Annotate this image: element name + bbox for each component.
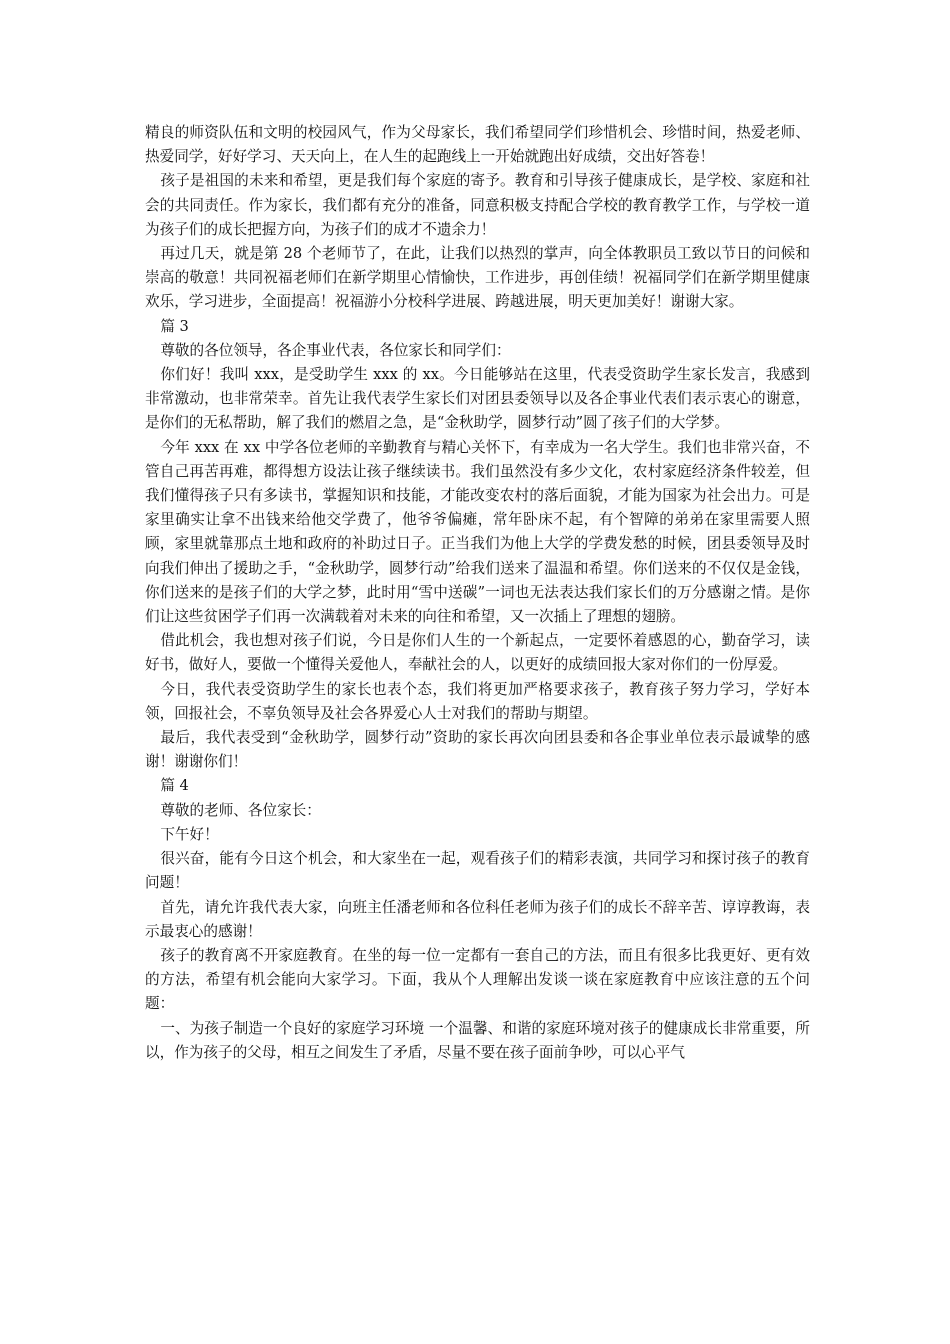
paragraph: 精良的师资队伍和文明的校园风气，作为父母家长，我们希望同学们珍惜机会、珍惜时间，热爱老师、热爱同学，好好学习、天天向上，在人生的起跑线上一开始就跑出好成绩，交出好答卷！: [145, 124, 810, 166]
paragraph: 首先，请允许我代表大家，向班主任潘老师和各位科任老师为孩子们的成长不辞辛苦、谆谆教诲，表示最衷心的感谢！: [145, 898, 810, 940]
section-heading: 篇 4: [160, 777, 189, 795]
paragraph: 最后，我代表受到“金秋助学，圆梦行动”资助的家长再次向团县委和各企事业单位表示最诚挚的感谢！谢谢你们！: [145, 729, 810, 771]
salutation: 尊敬的各位领导，各企事业代表，各位家长和同学们：: [160, 341, 511, 359]
document-body: [145, 121, 810, 1065]
paragraph: 你们好！我叫 xxx，是受助学生 xxx 的 xx。今日能够站在这里，代表受资助学生家长发言，我感到非常激动，也非常荣幸。首先让我代表学生家长们对团县委领导以及各企事业代表们表示衷心的谢意，是你们的无私帮助，解了我们的燃眉之急，是“金秋助学，圆梦行动”圆了孩子们的大学梦。: [145, 366, 810, 432]
paragraph: 孩子的教育离不开家庭教育。在坐的每一位一定都有一套自己的方法，而且有很多比我更好、更有效的方法，希望有机会能向大家学习。下面，我从个人理解出发谈一谈在家庭教育中应该注意的五个问题：: [145, 946, 810, 1013]
paragraph: 今日，我代表受资助学生的家长也表个态，我们将更加严格要求孩子，教育孩子努力学习，学好本领，回报社会，不辜负领导及社会各界爱心人士对我们的帮助与期望。: [145, 680, 810, 722]
salutation: 尊敬的老师、各位家长：: [160, 801, 321, 819]
paragraph: 孩子是祖国的未来和希望，更是我们每个家庭的寄予。教育和引导孩子健康成长，是学校、家庭和社会的共同责任。作为家长，我们都有充分的准备，同意积极支持配合学校的教育教学工作，与学校一道为孩子们的成长把握方向，为孩子们的成才不遗余力！: [145, 172, 810, 238]
paragraph: 再过几天，就是第 28 个老师节了，在此，让我们以热烈的掌声，向全体教职员工致以节日的问候和崇高的敬意！共同祝福老师们在新学期里心情愉快，工作进步，再创佳绩！祝福同学们在新学期里健康欢乐，学习进步，全面提高！祝福游小分校科学进展、跨越进展，明天更加美好！谢谢大家。: [145, 245, 810, 311]
paragraph: 今年 xxx 在 xx 中学各位老师的辛勤教育与精心关怀下，有幸成为一名大学生。我们也非常兴奋，不管自己再苦再难，都得想方设法让孩子继续读书。我们虽然没有多少文化，农村家庭经济条件较差，但我们懂得孩子只有多读书，掌握知识和技能，才能改变农村的落后面貌，才能为国家为社会出力。可是家里确实让拿不出钱来给他交学费了，他爷爷偏瘫，常年卧床不起，有个智障的弟弟在家里需要人照顾，家里就靠那点土地和政府的补助过日子。正当我们为他上大学的学费发愁的时候，团县委领导及时向我们伸出了援助之手，“金秋助学，圆梦行动”给我们送来了温温和希望。你们送来的不仅仅是金钱，你们送来的是孩子们的大学之梦，此时用“雪中送碳”一词也无法表达我们家长们的万分感谢之情。是你们让这些贫困学子们再一次满载着对未来的向往和希望，又一次插上了理想的翅膀。: [145, 438, 810, 626]
paragraph: 借此机会，我也想对孩子们说，今日是你们人生的一个新起点，一定要怀着感恩的心，勤奋学习，读好书，做好人，要做一个懂得关爱他人，奉献社会的人，以更好的成绩回报大家对你们的一份厚爱。: [145, 632, 810, 674]
paragraph: 很兴奋，能有今日这个机会，和大家坐在一起，观看孩子们的精彩表演，共同学习和探讨孩子的教育问题！: [145, 850, 810, 892]
greeting: 下午好！: [160, 825, 219, 843]
paragraph: 一、为孩子制造一个良好的家庭学习环境 一个温馨、和谐的家庭环境对孩子的健康成长非常重要，所以，作为孩子的父母，相互之间发生了矛盾，尽量不要在孩子面前争吵，可以心平气: [145, 1019, 810, 1061]
section-heading: 篇 3: [160, 317, 189, 335]
